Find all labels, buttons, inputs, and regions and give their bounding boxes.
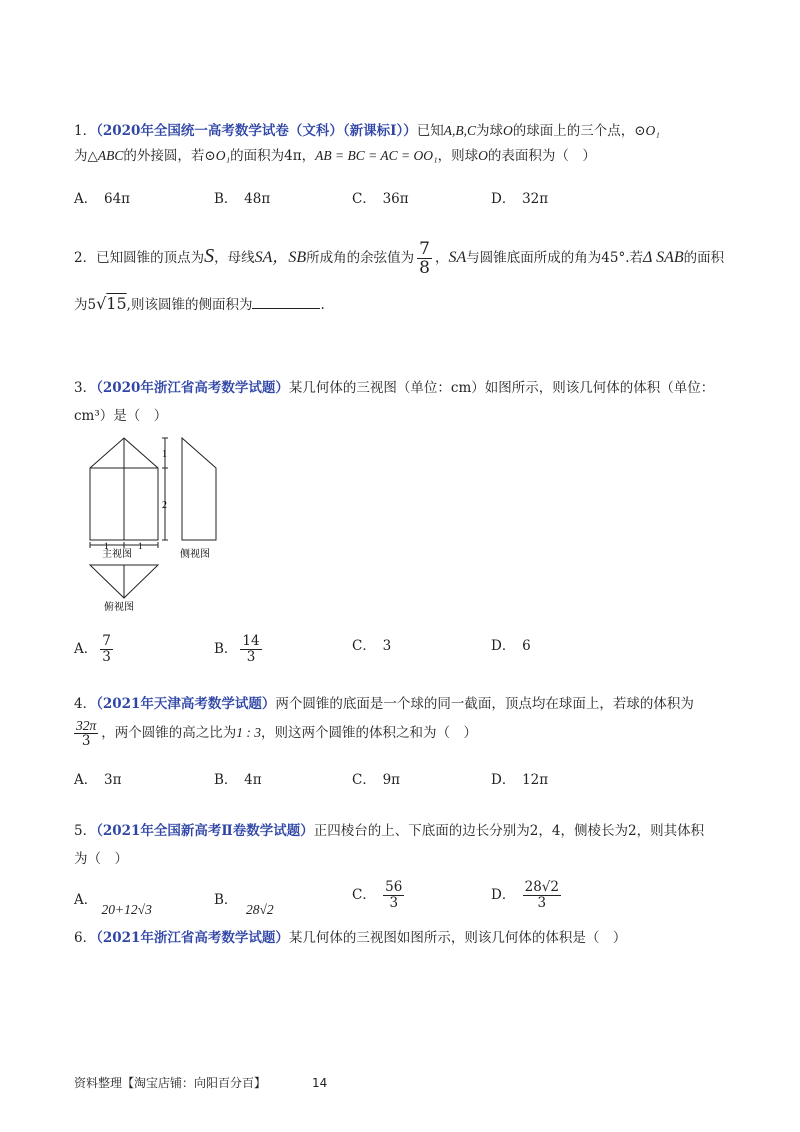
- question-5-line-2: 为（ ）: [74, 851, 128, 867]
- option-b[interactable]: B． 28√2: [214, 892, 274, 917]
- top-view-label: 俯视图: [104, 602, 134, 613]
- question-3-source: （2020年浙江省高考数学试题）: [96, 380, 289, 396]
- question-5-line-1: 5．（2021年全国新高考Ⅱ卷数学试题）正四棱台的上、下底面的边长分别为2，4，侧棱长为2，则其体积: [74, 823, 705, 839]
- question-4-options: [74, 768, 734, 798]
- option-d[interactable]: D． 6: [491, 638, 531, 654]
- option-d[interactable]: D． $\frac{28√2}{3}$: [491, 879, 559, 911]
- option-b[interactable]: B． 48π: [214, 191, 271, 207]
- side-view-label: 侧视图: [180, 549, 210, 560]
- question-5-source: （2021年全国新高考Ⅱ卷数学试题）: [96, 823, 314, 839]
- question-2: [74, 240, 734, 315]
- question-4: [74, 694, 734, 749]
- question-1-line-1: 1．（2020年全国统一高考数学试卷（文科）（新课标Ⅰ））已知A,B,C为球O的球面上的三个点，⊙O₁: [74, 123, 660, 139]
- option-c[interactable]: C． 3: [352, 638, 392, 654]
- question-6: 6．（2021年浙江省高考数学试题）某几何体的三视图如图所示，则该几何体的体积是（ ）: [74, 930, 627, 946]
- option-a[interactable]: A． 3π: [74, 772, 122, 788]
- question-3: [74, 378, 734, 426]
- footer-text: 资料整理【淘宝店铺：向阳百分百】: [74, 1076, 267, 1090]
- question-3-line-1: 3．（2020年浙江省高考数学试题）某几何体的三视图（单位：cm）如图所示，则该几何体的体积（单位：: [74, 380, 715, 396]
- side-view-shape: [182, 438, 216, 540]
- option-c[interactable]: C． 36π: [352, 191, 409, 207]
- option-b[interactable]: B． 4π: [214, 772, 262, 788]
- question-2-line-1: 2．已知圆锥的顶点为S，母线SA，SB所成角的余弦值为 $\frac{7}{8}$ ，SA与圆锥底面所成的角为45°.若Δ SAB的面积: [74, 239, 725, 278]
- option-b[interactable]: B． $\frac{14}{3}$: [214, 633, 260, 665]
- question-3-line-2: cm³）是（ ）: [74, 408, 168, 424]
- option-c[interactable]: C． $\frac{56}{3}$: [352, 879, 403, 911]
- question-4-source: （2021年天津高考数学试题）: [96, 696, 276, 712]
- page-number: 14: [312, 1076, 328, 1090]
- front-view-label: 主视图: [102, 549, 132, 560]
- question-1-options: [74, 187, 734, 217]
- question-2-line-2: 为5√15,则该圆锥的侧面积为 .: [74, 294, 325, 313]
- question-6-source: （2021年浙江省高考数学试题）: [96, 930, 289, 946]
- option-d[interactable]: D． 32π: [491, 191, 549, 207]
- question-5: [74, 821, 734, 869]
- option-d[interactable]: D． 12π: [491, 772, 549, 788]
- dim-label-1: 1: [162, 449, 167, 460]
- question-4-line-1: 4．（2021年天津高考数学试题）两个圆锥的底面是一个球的同一截面，顶点均在球面上，若球的体积为: [74, 696, 694, 712]
- page-footer: [74, 1074, 327, 1091]
- question-5-options: [74, 880, 734, 916]
- three-view-figure: [80, 430, 240, 615]
- option-a[interactable]: A． 20+12√3: [74, 892, 152, 917]
- question-1-source: （2020年全国统一高考数学试卷（文科）（新课标Ⅰ））: [96, 123, 417, 139]
- answer-blank[interactable]: [252, 294, 320, 309]
- question-3-options: [74, 628, 734, 664]
- dim-label-2: 2: [162, 500, 167, 511]
- question-1: [74, 121, 734, 166]
- dim-label-w1: 1: [104, 541, 109, 551]
- question-4-line-2: $\frac{32\pi}{3}$ ，两个圆锥的高之比为1 : 3，则这两个圆锥的体积之和为（ ）: [76, 718, 478, 749]
- dim-label-w2: 1: [138, 541, 143, 551]
- option-c[interactable]: C． 9π: [352, 772, 401, 788]
- option-a[interactable]: A． $\frac{7}{3}$: [74, 633, 111, 665]
- question-1-line-2: 为△ABC的外接圆，若⊙O₁的面积为4π，AB = BC = AC = OO₁，则球O的表面积为（ ）: [74, 148, 596, 164]
- option-a[interactable]: A． 64π: [74, 191, 131, 207]
